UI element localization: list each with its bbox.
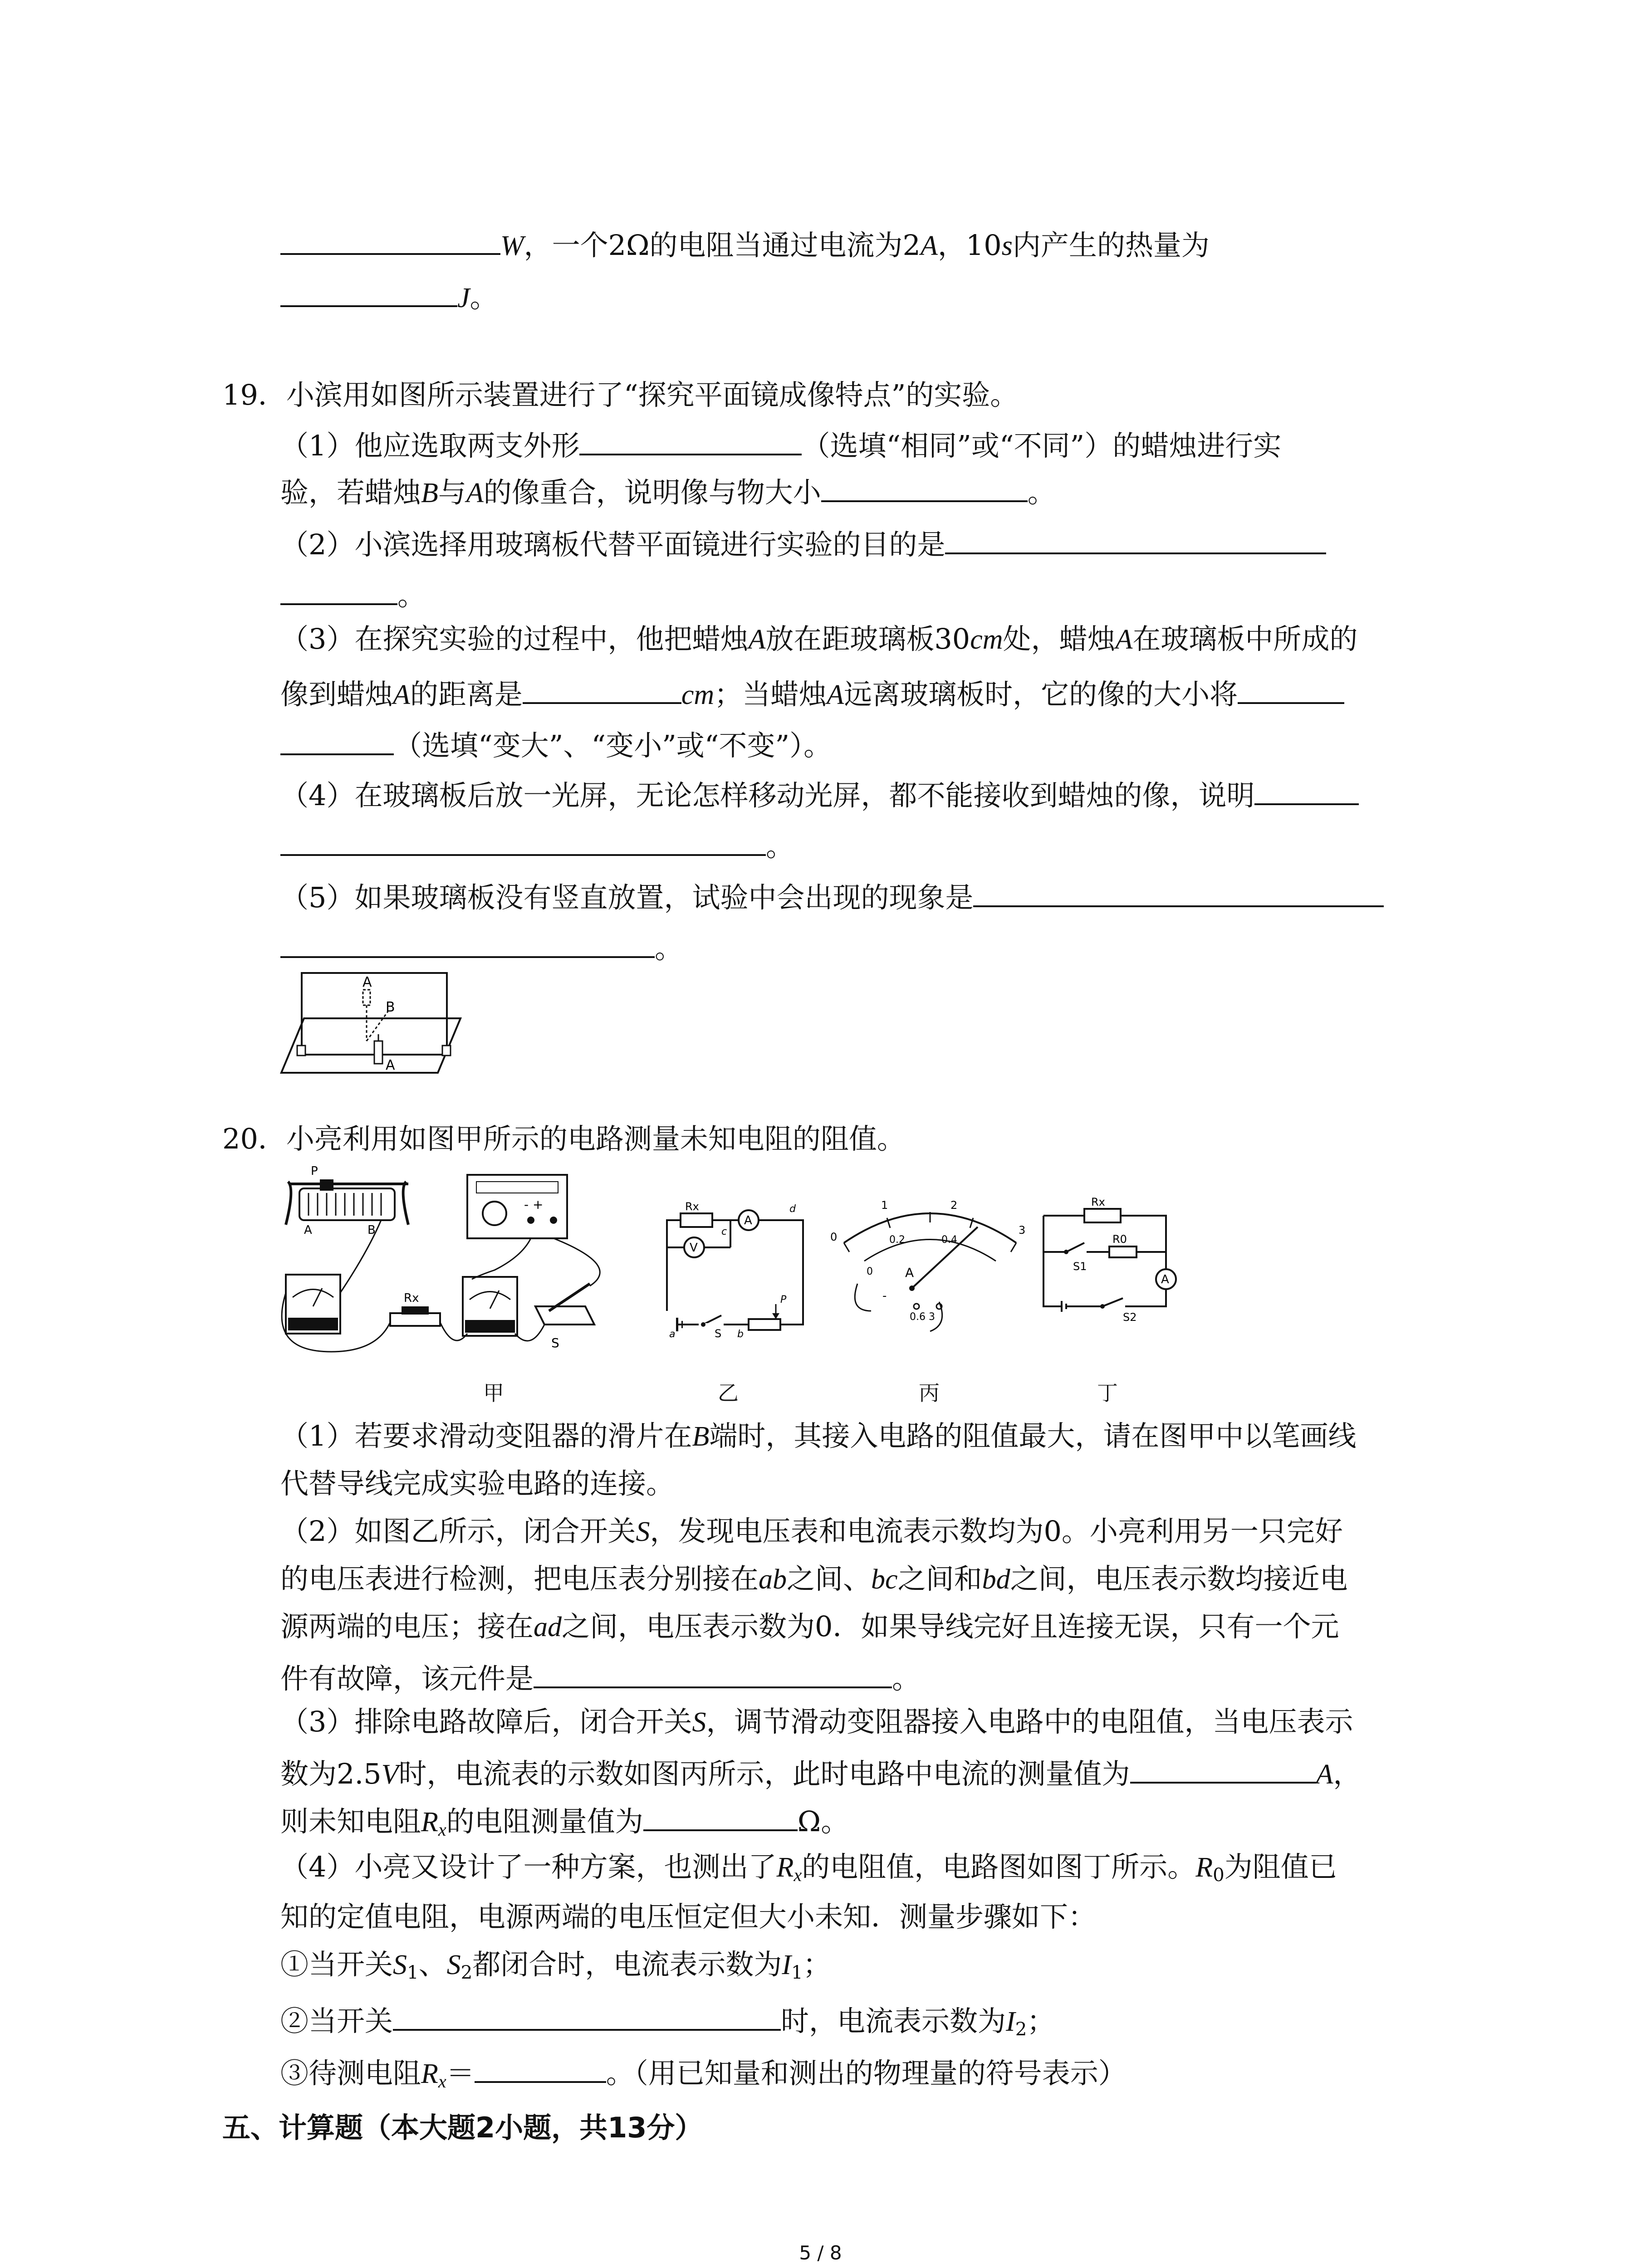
q20-blank-resistance[interactable]: [643, 1803, 798, 1831]
q20-figure-bing: [821, 1175, 1039, 1338]
bing-tick-small-0: 0: [867, 1266, 873, 1277]
caption-bing: 丙: [919, 1381, 940, 1405]
yi-label-b: b: [737, 1329, 744, 1338]
resistor-rx: [390, 1291, 440, 1326]
yi-label-d: d: [789, 1203, 796, 1215]
q20-blank-switch-state[interactable]: [393, 2003, 781, 2031]
q19-blank-phenomenon-b[interactable]: [280, 930, 655, 958]
caption-jia: 甲: [483, 1381, 504, 1405]
q19-blank-distance[interactable]: [523, 676, 681, 704]
ding-label-S1: S1: [1073, 1260, 1087, 1273]
q19-p4-line2: 。: [280, 828, 794, 860]
section-5-heading: 五、计算题（本大题2小题，共13分）: [222, 2111, 703, 2144]
ding-label-S2: S2: [1123, 1311, 1137, 1324]
q19-fig-label-A-bottom: A: [386, 1057, 395, 1073]
q20-p1-line1: （1）若要求滑动变阻器的滑片在B端时，其接入电路的阻值最大，请在图甲中以笔画线: [280, 1419, 1357, 1452]
q20-p2-line4: 件有故障，该元件是 。: [280, 1660, 920, 1693]
q19-blank-virtual-b[interactable]: [280, 828, 766, 856]
q19-blank-virtual-a[interactable]: [1254, 777, 1359, 805]
q20-blank-rx-expression[interactable]: [475, 2055, 606, 2083]
yi-label-Rx: Rx: [685, 1202, 699, 1213]
ammeter: [286, 1275, 340, 1334]
ding-label-Rx: Rx: [1091, 1198, 1105, 1208]
q18-blank-power[interactable]: [280, 227, 500, 255]
q18-line2: J。: [280, 279, 498, 312]
bing-unit: A: [905, 1265, 914, 1280]
q19-blank-image-size-a[interactable]: [1238, 676, 1344, 704]
q20-p3-line3: 则未知电阻$R_x$的电阻测量值为 Ω。: [280, 1803, 849, 1839]
q20-p4-line1: （4）小亮又设计了一种方案，也测出了$R_x$的电阻值，电路图如图丁所示。$R_0$为阻值已: [280, 1850, 1337, 1886]
jia-label-A: A: [304, 1223, 312, 1237]
caption-ding: 丁: [1097, 1381, 1118, 1405]
q20-step2: ②当开关 时，电流表示数为$I_2$；: [280, 2003, 1055, 2038]
yi-label-a: a: [669, 1329, 676, 1338]
q20-figure-jia: [277, 1161, 653, 1370]
q20-figure-yi: [658, 1202, 812, 1338]
q19-fig-label-A-top: A: [362, 974, 372, 990]
q20-p2-line2: 的电压表进行检测，把电压表分别接在ab之间、bc之间和bd之间，电压表示数均接近电: [280, 1562, 1348, 1595]
q19-blank-phenomenon-a[interactable]: [973, 879, 1384, 907]
jia-label-S: S: [551, 1335, 559, 1350]
q18-line1: W，一个2Ω的电阻当通过电流为2A，10s内产生的热量为: [280, 227, 1210, 260]
power-supply: [467, 1175, 567, 1238]
q19-blank-shape[interactable]: [579, 427, 802, 455]
bing-tick-3: 3: [1019, 1224, 1026, 1237]
q20-p3-line1: （3）排除电路故障后，闭合开关S，调节滑动变阻器接入电路中的电阻值，当电压表示: [280, 1705, 1353, 1738]
q19-p5-line1: （5）如果玻璃板没有竖直放置，试验中会出现的现象是: [280, 879, 1384, 912]
q19-p3-line3: （选填“变大”、“变小”或“不变”）。: [280, 727, 832, 760]
ding-label-A: A: [1161, 1273, 1169, 1286]
q20-step3: ③待测电阻$R_x=$ 。（用已知量和测出的物理量的符号表示）: [280, 2055, 1127, 2091]
q19-blank-image-size-b[interactable]: [280, 727, 394, 755]
q20-p4-line2: 知的定值电阻，电源两端的电压恒定但大小未知．测量步骤如下：: [280, 1900, 1097, 1933]
q19-mirror-figure: [277, 962, 467, 1080]
switch-s: [535, 1284, 594, 1350]
bing-terminals: 0.6 3: [910, 1311, 935, 1323]
q19-p5-line2: 。: [280, 930, 683, 963]
jia-label-Rx: Rx: [404, 1291, 419, 1305]
rheostat: [286, 1164, 408, 1237]
q20-blank-faulty-component[interactable]: [534, 1660, 892, 1688]
jia-label-P: P: [311, 1164, 318, 1178]
q20-figure-ding: [1034, 1198, 1184, 1325]
q19-blank-size[interactable]: [821, 474, 1028, 502]
q19-p2-line1: （2）小滨选择用玻璃板代替平面镜进行实验的目的是: [280, 526, 1326, 559]
q20-p3-line2: 数为2.5V时，电流表的示数如图丙所示，此时电路中电流的测量值为 A，: [280, 1755, 1361, 1789]
q20-step1: ①当开关$S_1$、$S_2$都闭合时，电流表示数为$I_1$；: [280, 1948, 831, 1984]
jia-label-B: B: [367, 1223, 376, 1237]
q19-p1-line2: 验，若蜡烛B与A的像重合，说明像与物大小 。: [280, 474, 1056, 507]
q20-p2-line3: 源两端的电压；接在ad之间，电压表示数为0．如果导线完好且连接无误，只有一个元: [280, 1610, 1339, 1643]
q19-p3-line2: 像到蜡烛A的距离是 cm；当蜡烛A远离玻璃板时，它的像的大小将: [280, 676, 1344, 709]
q19-p2-line2: 。: [280, 577, 426, 610]
q19-p1-line1: （1）他应选取两支外形 （选填“相同”或“不同”）的蜡烛进行实: [280, 427, 1281, 460]
q19-stem: 19．小滨用如图所示装置进行了“探究平面镜成像特点”的实验。: [222, 378, 1019, 411]
ding-label-R0: R0: [1112, 1233, 1127, 1246]
q19-p3-line1: （3）在探究实验的过程中，他把蜡烛A放在距玻璃板30cm处，蜡烛A在玻璃板中所成的: [280, 622, 1358, 655]
q20-blank-current[interactable]: [1130, 1755, 1316, 1784]
bing-tick-02: 0.2: [889, 1234, 905, 1246]
q19-blank-purpose-a[interactable]: [945, 526, 1326, 554]
bing-minus: -: [882, 1289, 887, 1303]
q18-blank-heat[interactable]: [280, 279, 457, 307]
yi-label-S: S: [715, 1327, 722, 1338]
q20-stem: 20．小亮利用如图甲所示的电路测量未知电阻的阻值。: [222, 1122, 905, 1155]
voltmeter: [463, 1277, 517, 1336]
caption-yi: 乙: [718, 1381, 739, 1405]
bing-tick-1: 1: [881, 1199, 888, 1212]
jia-supply-terminals: - +: [524, 1197, 544, 1212]
q19-p4-line1: （4）在玻璃板后放一光屏，无论怎样移动光屏，都不能接收到蜡烛的像，说明: [280, 777, 1359, 810]
bing-tick-04: 0.4: [941, 1234, 957, 1246]
q19-fig-label-B: B: [386, 999, 395, 1015]
yi-label-V: V: [690, 1241, 698, 1255]
yi-label-P: P: [780, 1294, 787, 1305]
page-number: 5 / 8: [799, 2242, 842, 2264]
q20-p1-line2: 代替导线完成实验电路的连接。: [280, 1467, 675, 1500]
yi-label-c: c: [721, 1226, 727, 1237]
q20-p2-line1: （2）如图乙所示，闭合开关S，发现电压表和电流表示数均为0。小亮利用另一只完好: [280, 1515, 1343, 1548]
bing-tick-2: 2: [950, 1199, 958, 1212]
q19-blank-purpose-b[interactable]: [280, 577, 397, 605]
bing-tick-0: 0: [830, 1231, 838, 1243]
yi-label-A: A: [744, 1214, 752, 1227]
